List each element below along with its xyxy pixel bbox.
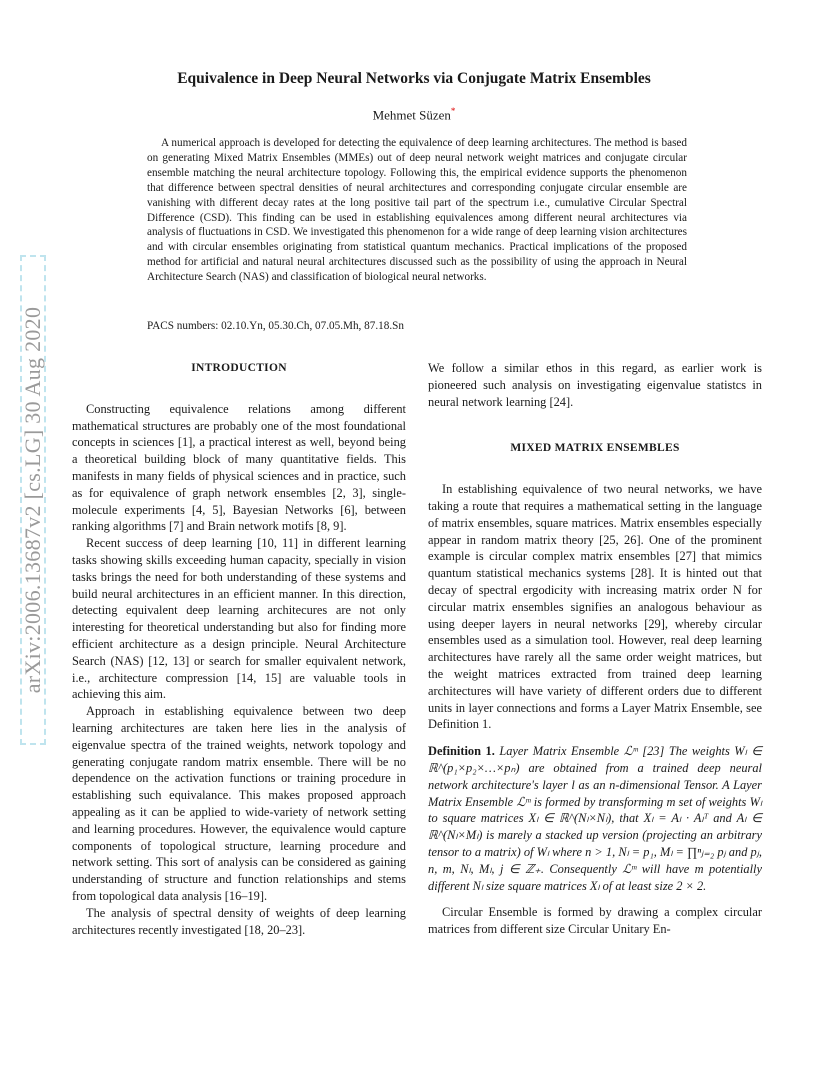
pacs-numbers: PACS numbers: 02.10.Yn, 05.30.Ch, 07.05.Mh, 87.18.Sn	[147, 320, 404, 332]
abstract: A numerical approach is developed for detecting the equivalence of deep learning architectures. The method is based on generating Mixed Matrix Ensembles (MMEs) out of deep neural network weight matrices and conjugate circular ensemble matching the neural architecture topology. Following this, the empirical evidence supports the phenomenon that difference between spectral densities of neural architectures and corresponding conjugate circular ensemble are vanishing with different decay rates at the long positive tail part of the spectrum i.e., cumulative Circular Spectral Difference (CSD). This finding can be used in establishing equivalences among different neural architectures via analysis of fluctuations in CSD. We investigated this phenomenon for a wide range of deep learning vision architectures and with circular ensembles originating from statistical quantum mechanics. Practical implications of the proposed method for artificial and natural neural architectures discussed such as the possibility of using the approach in Neural Architecture Search (NAS) and classification of biological neural networks.	[147, 137, 687, 284]
section-heading-introduction: INTRODUCTION	[191, 362, 287, 374]
definition-label: Definition 1.	[428, 744, 495, 759]
intro-paragraph-2: Recent success of deep learning [10, 11] in different learning tasks showing skills exceeding human capacity, specially in vision tasks brings the need for both understanding of these systems and build neural architectures in an efficient manner. In this direction, detecting equivalent deep learning architecures are not only interesting for theoretical understanding but also for finding more efficient architecture as a design principle. Neural Architecture Search (NAS) [12, 13] or search for smaller equivalent network, i.e., architecture compression [14, 15] are valuable tools in achieving this aim.	[72, 536, 406, 702]
intro-paragraph-3: Approach in establishing equivalence between two deep learning architectures are taken here lies in the analysis of eigenvalue spectra of the trained weights, network topology and generating conjugate random matrix ensemble. There will be no dependence on the activation functions or training procedure in establishing such equivalance. This makes proposed approach appealing as it can be applied to wide-variety of network setting and learning procedures. However, the equivalence would capture components of topological structure, learning procedure and network setting. This sort of analysis can be considered as gaining understanding of structure and function relationships and stems from topological data analysis [16–19].	[72, 704, 406, 903]
definition-1	[428, 743, 762, 894]
intro-paragraph-4: The analysis of spectral density of weights of deep learning architectures recently investigated [18, 20–23].	[72, 905, 406, 937]
section-heading-mixed-matrix-ensembles: MIXED MATRIX ENSEMBLES	[510, 442, 680, 455]
left-column	[72, 360, 406, 938]
author-footnote-mark[interactable]: *	[450, 106, 456, 116]
mme-paragraph-1: In establishing equivalence of two neural networks, we have taking a route that requires a mathematical setting in the language of matrix ensembles, square matrices. Matrix ensembles especially appear in random matrix theory [25, 26]. One of the prominent example is circular complex matrix ensembles [27] that mimics quantum statistical mechanics systems [28]. It is hinted out that decay of spectral ergodicity with increasing matrix order N for circular matrix ensembles signifies an analogous behaviour as using deeper layers in neural networks [29], whereby circular ensembles used as a simulation tool. However, real deep learning architectures have rarely all the same order weight matrices, but the weight matrices extracted from trained deep learning architectures will have variety of different orders due to different units in layer connections and forms a Layer Matrix Ensemble, see Definition 1.	[428, 482, 762, 732]
intro-paragraph-1: Constructing equivalence relations among different mathematical structures are probably one of the most foundational concepts in sciences [1], a practical interest as well, beyond being a theoretical building block of many quantitative fields. This manifests in many fields of physical sciences and in practice, such as for equivalence of graph network ensembles [2, 3], single-molecule experiments [4, 5], Bayesian Networks [6], between ranking algorithms [7] and Brain network motifs [8, 9].	[72, 401, 406, 534]
author-line	[0, 106, 828, 123]
author-name: Mehmet Süzen	[372, 107, 451, 123]
definition-text: Layer Matrix Ensemble ℒᵐ [23] The weights Wₗ ∈ ℝ^(p₁×p₂×…×pₙ) are obtained from a trained deep neural network architecture's layer l as an n-dimensional Tensor. A Layer Matrix Ensemble ℒᵐ is formed by transforming m set of weights Wₗ to square matrices Xₗ ∈ ℝ^(Nₗ×Nₗ), that Xₗ = Aₗ · Aₗᵀ and Aₗ ∈ ℝ^(Nₗ×Mₗ) is marely a stacked up version (projecting an arbitrary tensor to a matrix) of Wₗ where n > 1, Nₗ = p₁, Mₗ = ∏ⁿⱼ₌₂ pⱼ and pⱼ, n, m, Nₗ, Mₗ, j ∈ ℤ₊. Consequently ℒᵐ will have m potentially different Nₗ size square matrices Xₗ of at least size 2 × 2.	[428, 744, 762, 893]
right-column	[428, 360, 762, 938]
paper-title: Equivalence in Deep Neural Networks via Conjugate Matrix Ensembles	[177, 70, 651, 87]
mme-paragraph-2: Circular Ensemble is formed by drawing a complex circular matrices from different size Circular Unitary En-	[428, 905, 762, 937]
arxiv-identifier: arXiv:2006.13687v2 [cs.LG] 30 Aug 2020	[20, 306, 45, 694]
continued-paragraph: We follow a similar ethos in this regard, as earlier work is pioneered such analysis on investigating eigenvalue statistcs in neural network learning [24].	[428, 361, 762, 409]
